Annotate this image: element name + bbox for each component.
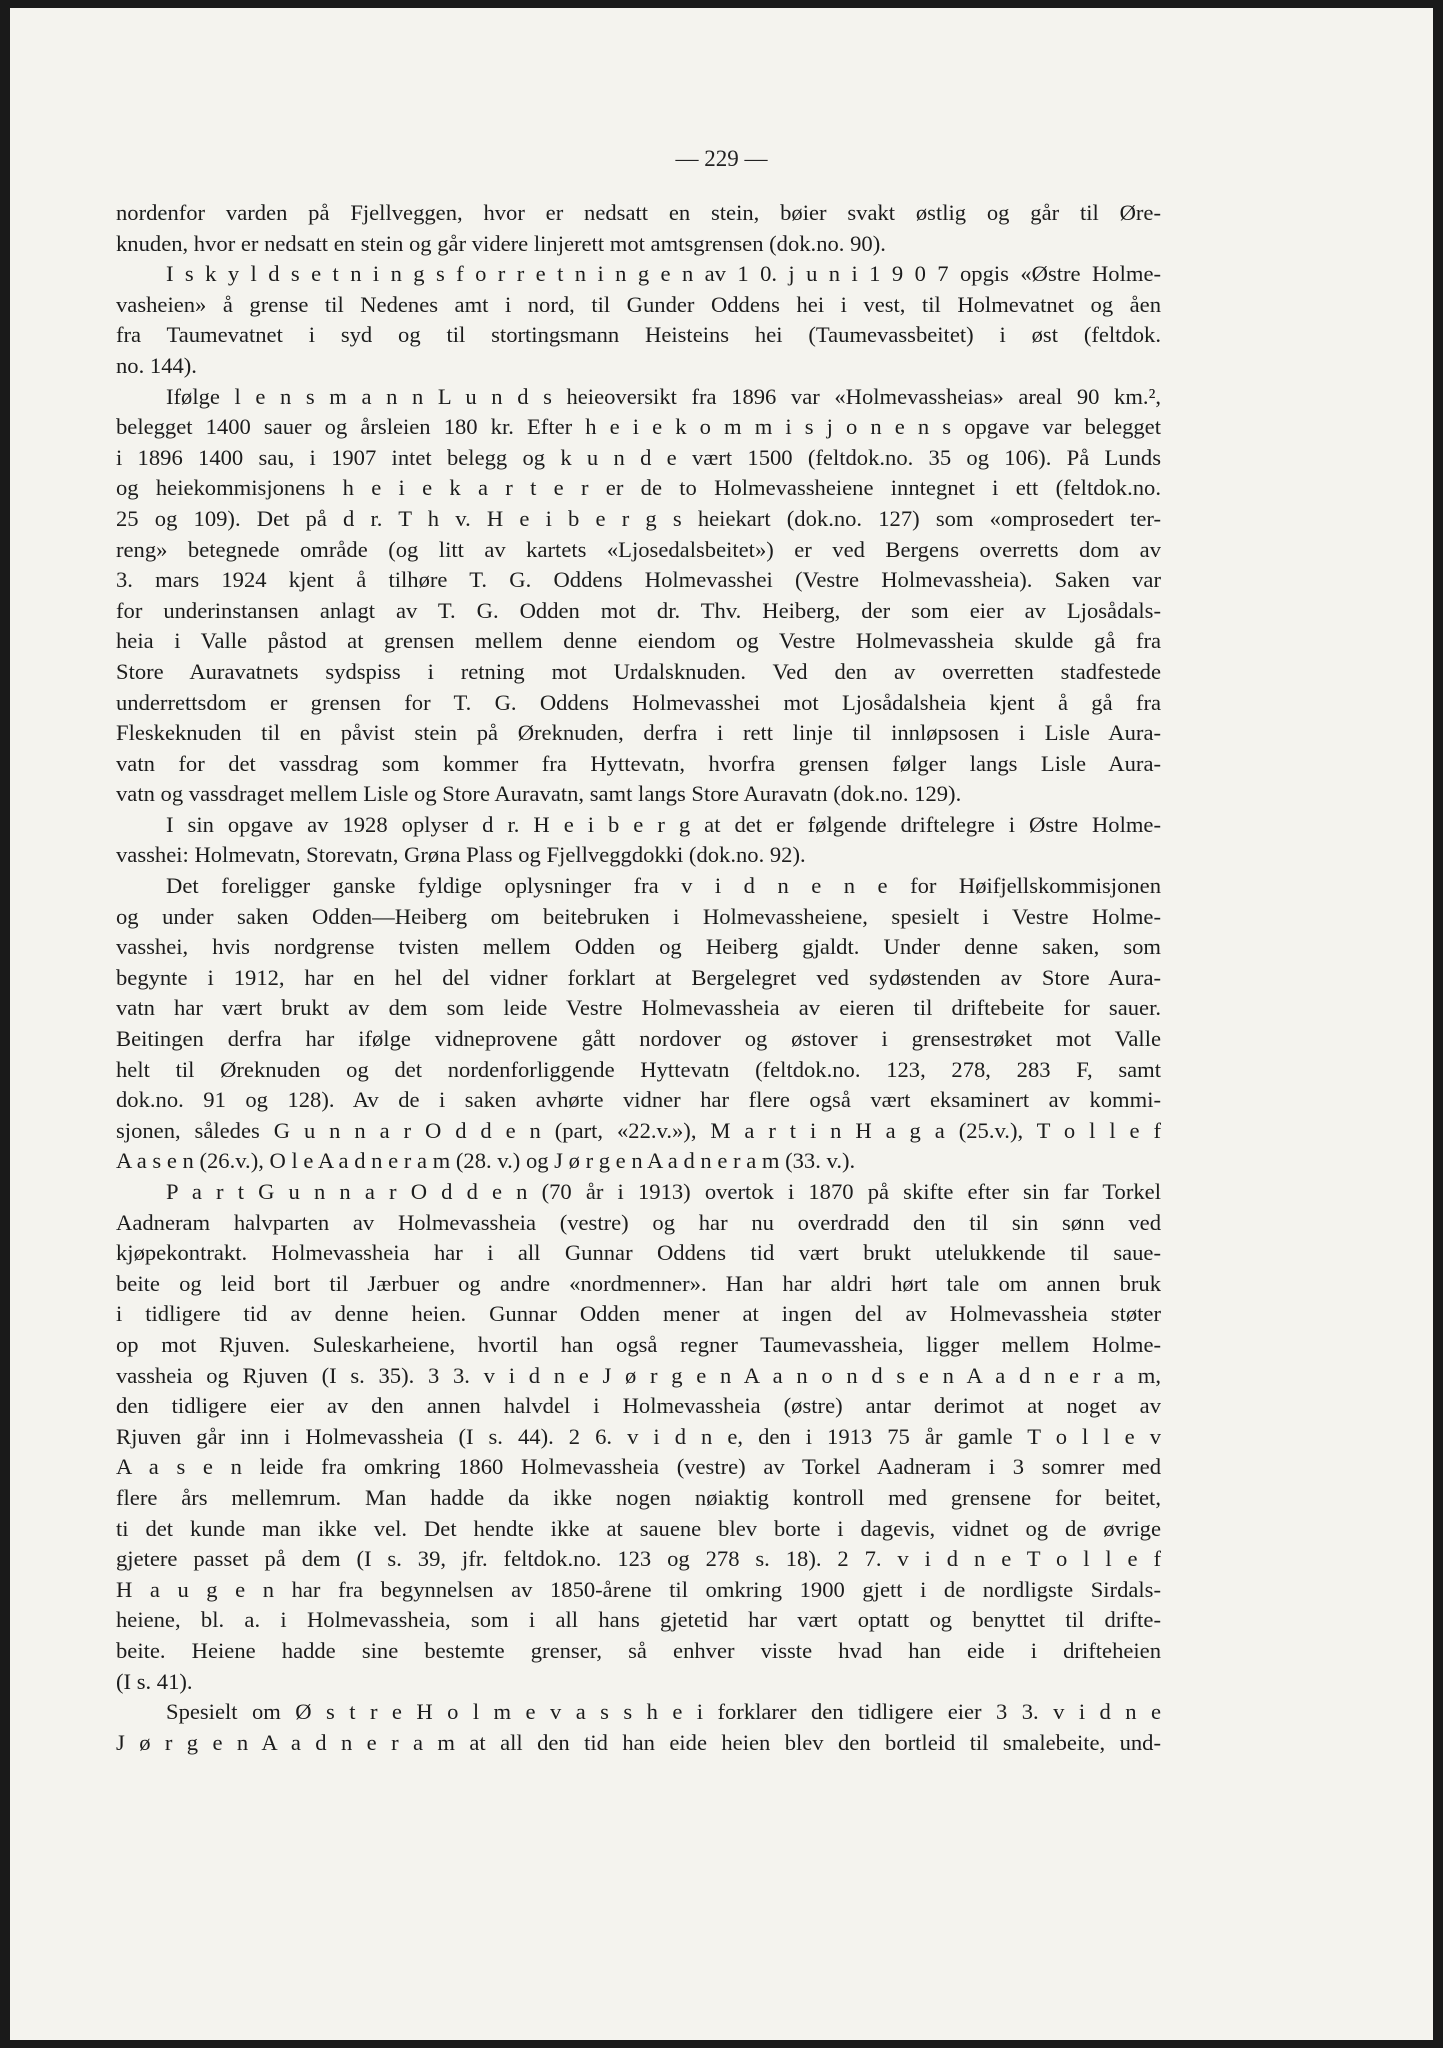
text-line: Fleskeknuden til en påvist stein på Øreknuden, derfra i rett linje til innløpsosen i Lisle Aura-	[116, 720, 1161, 746]
text-line: vasshei, hvis nordgrense tvisten mellem Odden og Heiberg gjaldt. Under denne saken, som	[116, 934, 1161, 960]
page-number: — 229 —	[675, 146, 768, 171]
text-line: vassheia og Rjuven (I s. 35). 3 3. v i d n e J ø r g e n A a n o n d s e n A a d n e r a m,	[116, 1362, 1161, 1388]
text-line: reng» betegnede område (og litt av kartets «Ljosedalsbeitet») er ved Bergens overretts dom av	[116, 536, 1161, 562]
text-line: vatn for det vassdrag som kommer fra Hyttevatn, hvorfra grensen følger langs Lisle Aura-	[116, 750, 1161, 776]
text-line: no. 144).	[116, 352, 197, 378]
text-line: J ø r g e n A a d n e r a m at all den tid han eide heien blev den bortleid til smalebeite, und-	[116, 1729, 1161, 1755]
text-line: (I s. 41).	[116, 1668, 193, 1694]
text-line: sjonen, således G u n n a r O d d e n (part, «22.v.»), M a r t i n H a g a (25.v.), T o l l e f	[116, 1117, 1161, 1143]
text-line: fra Taumevatnet i syd og til stortingsmann Heisteins hei (Taumevassbeitet) i øst (feltdok.	[116, 322, 1161, 348]
text-line: helt til Øreknuden og det nordenforliggende Hyttevatn (feltdok.no. 123, 278, 283 F, samt	[116, 1056, 1161, 1082]
text-line: Beitingen derfra har ifølge vidneprovene gått nordover og østover i grensestrøket mot Valle	[116, 1026, 1161, 1052]
text-line: underrettsdom er grensen for T. G. Oddens Holmevasshei mot Ljosådalsheia kjent å gå fra	[116, 689, 1161, 715]
text-line: heiene, bl. a. i Holmevassheia, som i all hans gjetetid har vært optatt og benyttet til drifte-	[116, 1607, 1161, 1633]
text-line: vasheien» å grense til Nedenes amt i nord, til Gunder Oddens hei i vest, til Holmevatnet og åen	[116, 291, 1161, 317]
text-line: vatn har vært brukt av dem som leide Vestre Holmevassheia av eieren til driftebeite for sauer.	[116, 995, 1161, 1021]
text-line: den tidligere eier av den annen halvdel i Holmevassheia (østre) antar derimot at noget av	[116, 1393, 1161, 1419]
text-line: for underinstansen anlagt av T. G. Odden mot dr. Thv. Heiberg, der som eier av Ljosådals-	[116, 597, 1161, 623]
text-line: i tidligere tid av denne heien. Gunnar Odden mener at ingen del av Holmevassheia støter	[116, 1301, 1161, 1327]
text-line: 3. mars 1924 kjent å tilhøre T. G. Oddens Holmevasshei (Vestre Holmevassheia). Saken var	[116, 567, 1161, 593]
text-line: vatn og vassdraget mellem Lisle og Store Auravatn, samt langs Store Auravatn (dok.no. 129).	[116, 781, 962, 807]
text-line: gjetere passet på dem (I s. 39, jfr. feltdok.no. 123 og 278 s. 18). 2 7. v i d n e T o l l e f	[116, 1546, 1161, 1572]
text-line: beite. Heiene hadde sine bestemte grenser, så enhver visste hvad han eide i drifteheien	[116, 1637, 1161, 1663]
text-line: Det foreligger ganske fyldige oplysninger fra v i d n e n e for Høifjellskommisjonen	[166, 873, 1161, 899]
text-line: Spesielt om Ø s t r e H o l m e v a s s h e i forklarer den tidligere eier 3 3. v i d n e	[166, 1699, 1161, 1725]
text-line: Rjuven går inn i Holmevassheia (I s. 44). 2 6. v i d n e, den i 1913 75 år gamle T o l l e v	[116, 1423, 1161, 1449]
body-text	[116, 198, 1161, 1758]
text-line: 25 og 109). Det på d r. T h v. H e i b e r g s heiekart (dok.no. 127) som «omprosedert ter-	[116, 505, 1161, 531]
text-line: nordenfor varden på Fjellveggen, hvor er nedsatt en stein, bøier svakt østlig og går til Øre-	[116, 200, 1161, 225]
text-line: A a s e n leide fra omkring 1860 Holmevassheia (vestre) av Torkel Aadneram i 3 somrer med	[116, 1454, 1161, 1480]
text-line: begynte i 1912, har en hel del vidner forklart at Bergelegret ved sydøstenden av Store Aura-	[116, 964, 1161, 990]
text-line: Store Auravatnets sydspiss i retning mot Urdalsknuden. Ved den av overretten stadfestede	[116, 658, 1161, 684]
text-line: vasshei: Holmevatn, Storevatn, Grøna Plass og Fjellveggdokki (dok.no. 92).	[116, 842, 806, 868]
text-line: flere års mellemrum. Man hadde da ikke nogen nøiaktig kontroll med grensene for beitet,	[116, 1484, 1161, 1510]
text-line: Aadneram halvparten av Holmevassheia (vestre) og har nu overdradd den til sin sønn ved	[116, 1209, 1161, 1235]
text-line: H a u g e n har fra begynnelsen av 1850-årene til omkring 1900 gjett i de nordligste Sirdals-	[116, 1576, 1161, 1602]
text-line: kjøpekontrakt. Holmevassheia har i all Gunnar Oddens tid vært brukt utelukkende til saue-	[116, 1240, 1161, 1266]
text-line: og under saken Odden—Heiberg om beitebruken i Holmevassheiene, spesielt i Vestre Holme-	[116, 903, 1161, 929]
text-line: heia i Valle påstod at grensen mellem denne eiendom og Vestre Holmevassheia skulde gå fra	[116, 628, 1161, 654]
text-line: ti det kunde man ikke vel. Det hendte ikke at sauene blev borte i dagevis, vidnet og de øvrige	[116, 1515, 1161, 1541]
text-line: i 1896 1400 sau, i 1907 intet belegg og k u n d e vært 1500 (feltdok.no. 35 og 106). På Lunds	[116, 444, 1161, 470]
text-line: A a s e n (26.v.), O l e A a d n e r a m (28. v.) og J ø r g e n A a d n e r a m (33. v.).	[116, 1148, 856, 1174]
text-line: I s k y l d s e t n i n g s f o r r e t n i n g e n av 1 0. j u n i 1 9 0 7 opgis «Østre Holme-	[166, 261, 1161, 287]
text-line: op mot Rjuven. Suleskarheiene, hvortil han også regner Taumevassheia, ligger mellem Holme-	[116, 1331, 1161, 1357]
text-line: dok.no. 91 og 128). Av de i saken avhørte vidner har flere også vært eksaminert av kommi-	[116, 1087, 1161, 1113]
text-line: I sin opgave av 1928 oplyser d r. H e i b e r g at det er følgende driftelegre i Østre Holme-	[166, 811, 1161, 837]
text-line: og heiekommisjonens h e i e k a r t e r er de to Holmevassheiene inntegnet i ett (feltdok.no.	[116, 475, 1161, 501]
text-line: P a r t G u n n a r O d d e n (70 år i 1913) overtok i 1870 på skifte efter sin far Torkel	[166, 1179, 1161, 1204]
text-line: Ifølge l e n s m a n n L u n d s heieoversikt fra 1896 var «Holmevassheias» areal 90 km.²,	[166, 383, 1161, 409]
text-line: belegget 1400 sauer og årsleien 180 kr. Efter h e i e k o m m i s j o n e n s opgave var belegget	[116, 414, 1161, 440]
text-line: knuden, hvor er nedsatt en stein og går videre linjerett mot amtsgrensen (dok.no. 90).	[116, 230, 886, 256]
text-line: beite og leid bort til Jærbuer og andre «nordmenner». Han har aldri hørt tale om annen bruk	[116, 1270, 1161, 1296]
